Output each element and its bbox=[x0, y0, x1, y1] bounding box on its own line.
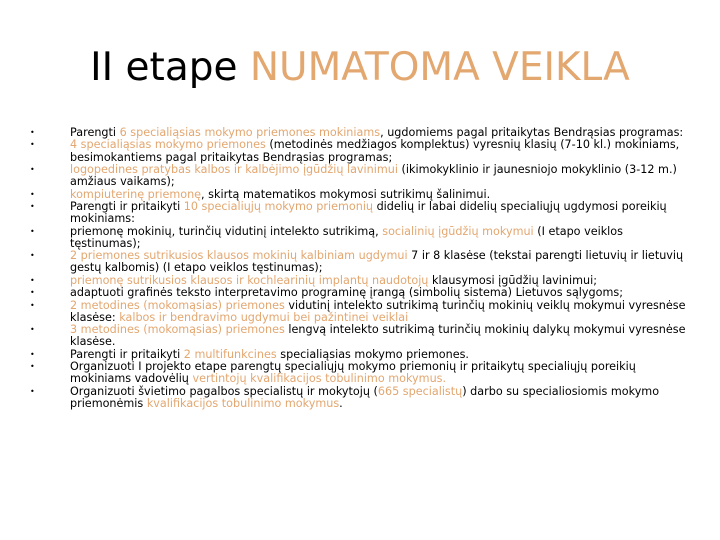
highlighted-text: kvalifikacijos tobulinimo mokymus bbox=[146, 396, 340, 410]
highlighted-text: 3 metodines (mokomąsias) priemones bbox=[70, 323, 285, 337]
bullet-item bbox=[30, 361, 690, 385]
highlighted-text: 2 priemones sutrikusios klausos mokinių kalbiniam ugdymui bbox=[70, 249, 408, 263]
highlighted-text: 6 specialiąsias mokymo priemones mokiniams bbox=[119, 126, 381, 139]
bullet-marker: • bbox=[30, 189, 35, 199]
bullet-marker: • bbox=[30, 275, 35, 285]
bullet-marker: • bbox=[30, 140, 35, 150]
highlighted-text: logopedines pratybas kalbos ir kalbėjimo įgūdžių lavinimui bbox=[70, 162, 398, 176]
bullet-marker: • bbox=[30, 251, 35, 261]
bullet-marker: • bbox=[30, 164, 35, 174]
bullet-item bbox=[30, 349, 690, 361]
highlighted-text: priemonę sutrikusios klausos ir kochlearinių implantų naudotojų bbox=[70, 273, 429, 287]
bullet-item bbox=[30, 139, 690, 163]
item-text: Parengti ir pritaikyti bbox=[70, 347, 184, 361]
item-text: (ikimokyklinio ir jaunesniojo mokyklinio (3-12 m.) amžiaus vaikams); bbox=[70, 162, 677, 189]
item-text: (I etapo veiklos tęstinumas); bbox=[70, 224, 623, 250]
bullet-marker: • bbox=[30, 128, 35, 137]
item-text: vidutinį intelekto sutrikimą turinčių mokinių veiklų mokymui vyresnėse klasėse: bbox=[70, 298, 686, 324]
item-text: Organizuoti švietimo pagalbos specialistų ir mokytojų ( bbox=[70, 384, 378, 398]
bullet-item bbox=[30, 287, 690, 299]
highlighted-text: vertintojų kvalifikacijos tobulinimo mokymus. bbox=[192, 372, 447, 386]
item-text: priemonę mokinių, turinčių vidutinį intelekto sutrikimą, bbox=[70, 224, 383, 238]
highlighted-text: kalbos ir bendravimo ugdymui bei pažintinei veiklai bbox=[119, 310, 409, 324]
bullet-list bbox=[30, 127, 690, 410]
item-text: adaptuoti grafinės teksto interpretavimo programinę įrangą (simbolių sistema) Lietuvos sąlygoms; bbox=[70, 286, 623, 300]
item-text: 7 ir 8 klasėse (tekstai parengti lietuvių ir lietuvių gestų kalbomis) (I etapo veiklos tęstinumas); bbox=[70, 249, 684, 275]
highlighted-text: 2 multifunkcines bbox=[183, 347, 277, 361]
bullet-item bbox=[30, 164, 690, 188]
item-text: ) darbo su specialiosiomis mokymo priemonėmis bbox=[70, 384, 660, 410]
bullet-marker: • bbox=[30, 300, 35, 310]
bullet-item bbox=[30, 127, 690, 139]
item-text: (metodinės medžiagos komplektus) vyresnių klasių (7-10 kl.) mokiniams, besimokantiems pagal pritaikytas Bendrąsias programas; bbox=[70, 138, 680, 164]
title-prefix: II etape bbox=[90, 45, 250, 90]
item-text: , skirtą matematikos mokymosi sutrikimų šalinimui. bbox=[201, 187, 491, 201]
highlighted-text: 2 metodines (mokomąsias) priemones bbox=[70, 298, 285, 312]
highlighted-text: kompiuterinę priemonę bbox=[70, 187, 202, 201]
bullet-item bbox=[30, 386, 690, 410]
bullet-item bbox=[30, 324, 690, 348]
item-text: Organizuoti I projekto etape parengtų specialiųjų mokymo priemonių ir pritaikytų specialiųjų poreikių mokiniams vadovėlių bbox=[70, 360, 636, 386]
bullet-marker: • bbox=[30, 362, 35, 372]
highlighted-text: 10 specialiųjų mokymo priemonių bbox=[183, 199, 374, 213]
slide-title bbox=[0, 44, 720, 92]
highlighted-text: 665 specialistų bbox=[377, 384, 463, 398]
item-text: klausymosi įgūdžių lavinimui; bbox=[428, 273, 597, 287]
highlighted-text: 4 specialiąsias mokymo priemones bbox=[70, 138, 266, 152]
bullet-item bbox=[30, 300, 690, 324]
item-text: Parengti ir pritaikyti bbox=[70, 199, 184, 213]
bullet-item bbox=[30, 250, 690, 274]
item-text: . bbox=[339, 396, 343, 410]
bullet-item bbox=[30, 275, 690, 287]
bullet-marker: • bbox=[30, 349, 35, 359]
bullet-marker: • bbox=[30, 288, 35, 298]
bullet-item bbox=[30, 226, 690, 250]
item-text: Parengti bbox=[70, 126, 120, 139]
bullet-marker: • bbox=[30, 325, 35, 335]
bullet-marker: • bbox=[30, 386, 35, 396]
item-text: specialiąsias mokymo priemones. bbox=[276, 347, 469, 361]
item-text: didelių ir labai didelių specialiųjų ugdymosi poreikių mokiniams: bbox=[70, 199, 667, 226]
item-text: , ugdomiems pagal pritaikytas Bendrąsias programas: bbox=[380, 126, 684, 139]
bullet-marker: • bbox=[30, 201, 35, 211]
bullet-item bbox=[30, 189, 690, 201]
title-accent: NUMATOMA VEIKLA bbox=[249, 45, 630, 90]
highlighted-text: socialinių įgūdžių mokymui bbox=[382, 224, 534, 238]
item-text: lengvą intelekto sutrikimą turinčių mokinių dalykų mokymui vyresnėse klasėse. bbox=[70, 323, 686, 349]
bullet-item bbox=[30, 201, 690, 225]
bullet-marker: • bbox=[30, 226, 35, 236]
